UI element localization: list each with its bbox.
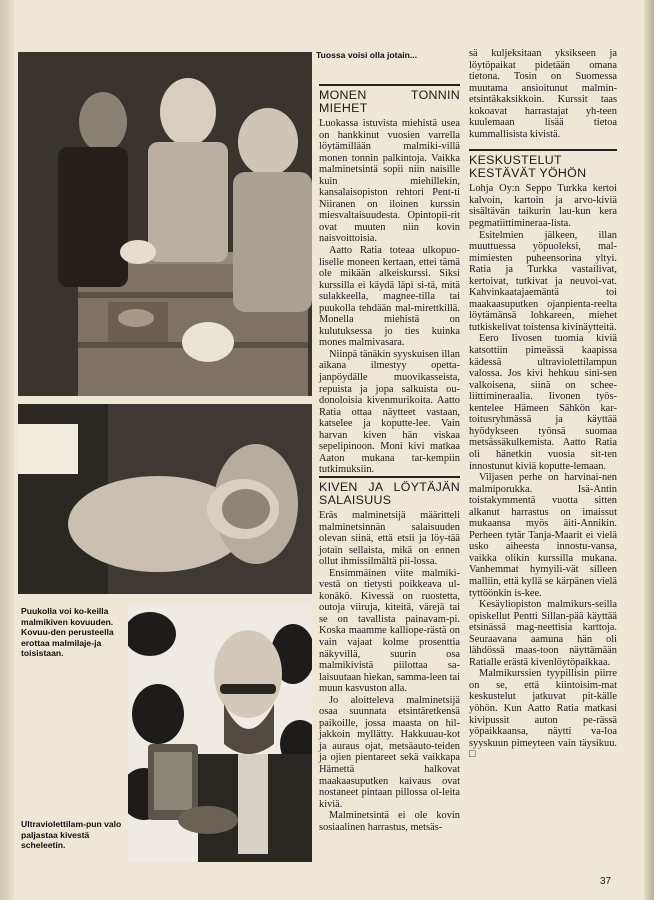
bottom-photo-caption: Ultraviolettilam-pun valo paljastaa kivestä scheleetin. [21, 819, 122, 851]
men-examining-rocks-photo [18, 52, 312, 396]
photo-illustration-3 [128, 604, 312, 862]
article-paragraph: Aatto Ratia toteaa ulkopuo-liselle moneen kertaan, ettei tämä ole mikään alkeiskurssi. Siksi kurssilla ei käydä läpi si-tä, mitä sulakkeella, magnee-tilla tai puukolla tehdään mal-mirettkillä. Monella miehistä on kulutuksessa jo ties kuinka mones malmivasara. [319, 245, 460, 349]
article-paragraph: Luokassa istuvista miehistä usea on hankkinut vuosien varrella löytämillään malmiki-villä monen tonnin palkintoja. Vaikka malminetsintä sopii niin naisille kuin miehillekin, kansalaisopiston rehtori Pent-ti Niiranen on iloinen kurssin miesvaltaisuudesta. Opintopii-rit ovat muuten niin kovin naisvoittoisia. [319, 118, 460, 245]
article-paragraph: Kesäyliopiston malmikurs-seilla opiskellut Pentti Sillan-pää käyttää etsinässä mag-neettisia karttoja. Seuraavana aamuna hän oli lähdössä maas-toon näyttämään Ratialle erästä kivenlöytöpaikkaa. [469, 599, 617, 668]
article-paragraph: Eero Iivosen tuomia kiviä katsottiin pimeässä kaapissa kädessä ultraviolettilampun valossa. Jos kivi hehkuu sini-sen valkoisena, siinä on schee-liittimineraalia. Iivonen työs-kentelee Hämeen Sähkön kar-toitusryhmässä ja käyttää hyödykseen työnsä suomaa metsässäkulkemista. Aatto Ratia oli hänetkin vuosia sit-ten innostunut kiviä koputte-lemaan. [469, 333, 617, 472]
article-paragraph: Malmikurssien tyypillisin piirre on se, että kiintoisim-mat keskustelut jatkuvat pit-källe yöhön. Kun Aatto Ratia matkasi kivipussit auton pe-rässä yöpaikkaansa, näytti va-loa syyskuun pimeyteen vain täysikuu. □ [469, 668, 617, 761]
article-paragraph: Lohja Oy:n Seppo Turkka kertoi kalvoin, kartoin ja arvo-kiviä sisältävän taikurin lau-kun kera pegmatiittimineraa-lista. [469, 183, 617, 230]
hand-holding-rock-photo [18, 404, 312, 594]
photo-illustration [18, 52, 312, 396]
article-paragraph: Esitelmien jälkeen, illan muuttuessa yöpuoleksi, mal-mimiesten puheensorina yltyi. Ratia ja Turkka vastailivat, kertoivat, tutkivat ja neuvoi-vat. Kahvinkaatajaemäntä toi maakaasuputken ojanpienta-reelta löytämänsä lohkareen, miehet tutkiskelivat toistensa kivinäytteitä. [469, 229, 617, 333]
article-column-right [469, 48, 617, 761]
section-spacer [469, 140, 617, 149]
photo-illustration-2 [18, 404, 312, 594]
section-heading: KESKUSTELUT KESTÄVÄT YÖHÖN [469, 149, 617, 180]
article-paragraph: Jo aloitteleva malminetsijä osaa suunnata etsintäretkensä paikoille, jossa maasta on hil-jakkoin myllätty. Hakkuuau-kot ja auraus ojat, metsäauto-teiden ja ojien pientareet sekä vaikkapa Hämettä halkovat maakaasuputken kaivaus ovat nostaneet pintaan pillossa ol-leita kiviä. [319, 694, 460, 810]
top-photo-caption: Tuossa voisi olla jotain... [316, 50, 418, 60]
middle-photo-caption: Puukolla voi ko-keilla malmikiven kovuuden. Kovuu-den perusteella erottaa malmilaje-ja toisistaan. [21, 606, 114, 659]
binding-spine [0, 0, 14, 900]
section-heading: KIVEN JA LÖYTÄJÄN SALAISUUS [319, 476, 460, 507]
section-heading: MONEN TONNIN MIEHET [319, 84, 460, 115]
man-with-uv-lamp-photo [128, 604, 312, 862]
article-paragraph: Malminetsintä ei ole kovin sosiaalinen harrastus, metsäs- [319, 810, 460, 833]
article-paragraph: sä kuljeksitaan yksikseen ja löytöpaikat pidetään omana tietona. Tosin on Suomessa muutama ansioitunut malmin-etsintäkaksikkoin. Kurssit taas kokoavat harrastajat yh-teen kuulemaan lisää tietoa kummallisista kivistä. [469, 48, 617, 140]
page-number: 37 [600, 876, 612, 887]
article-paragraph: Eräs malminetsijä määritteli malminetsinnän salaisuuden olevan siinä, että etsii ja löy-tää jotain sellaista, mikä on ennen ollut ihmissilmältä pii-lossa. [319, 509, 460, 568]
article-paragraph: Viljasen perhe on harvinai-nen malmiporukka. Isä-Antin toistakymmentä vuotta sitten alkanut harrastus on imaissut mukaansa myös äiti-Annikin. Perheen tytär Tanja-Maarit ei vielä usko aiheesta innostu-vansa, vaikka olikin kurssilla mukana. Vanhemmat hymyili-vät silleen malliin, että kyllä se kärpänen vielä tyttöönkin is-kee. [469, 472, 617, 599]
article-paragraph: Ensimmäinen viite malmiki-vestä on tietysti poikkeava ul-konäkö. Kivessä on ruostetta, outoja viiruja, kiteitä, värejä tai se on tavallista painavam-pi. Koska maamme kalliope-rästä on vain vajaat kolme prosenttia näkyvillä, suurin osa malmikivistä piilottaa sa-laisuutaan hiekan, samma-leen tai muun kasvuston alla. [319, 567, 460, 695]
page-edge [644, 0, 654, 900]
article-column-middle [319, 84, 460, 833]
article-paragraph: Niinpä tänäkin syyskuisen illan aikana ilmestyy opetta-janpöydälle muovikasseista, repuista ja jopa salkuista ou-donoloisia kivenmurikoita. Aatto Ratia ottaa näytteet vastaan, katselee ja koputte-lee. Vain harvan kiven hän viskaa sepelipinoon. Moni kivi matkaa Aaton mukana tar-kempiin tutkimuksiin. [319, 348, 460, 476]
